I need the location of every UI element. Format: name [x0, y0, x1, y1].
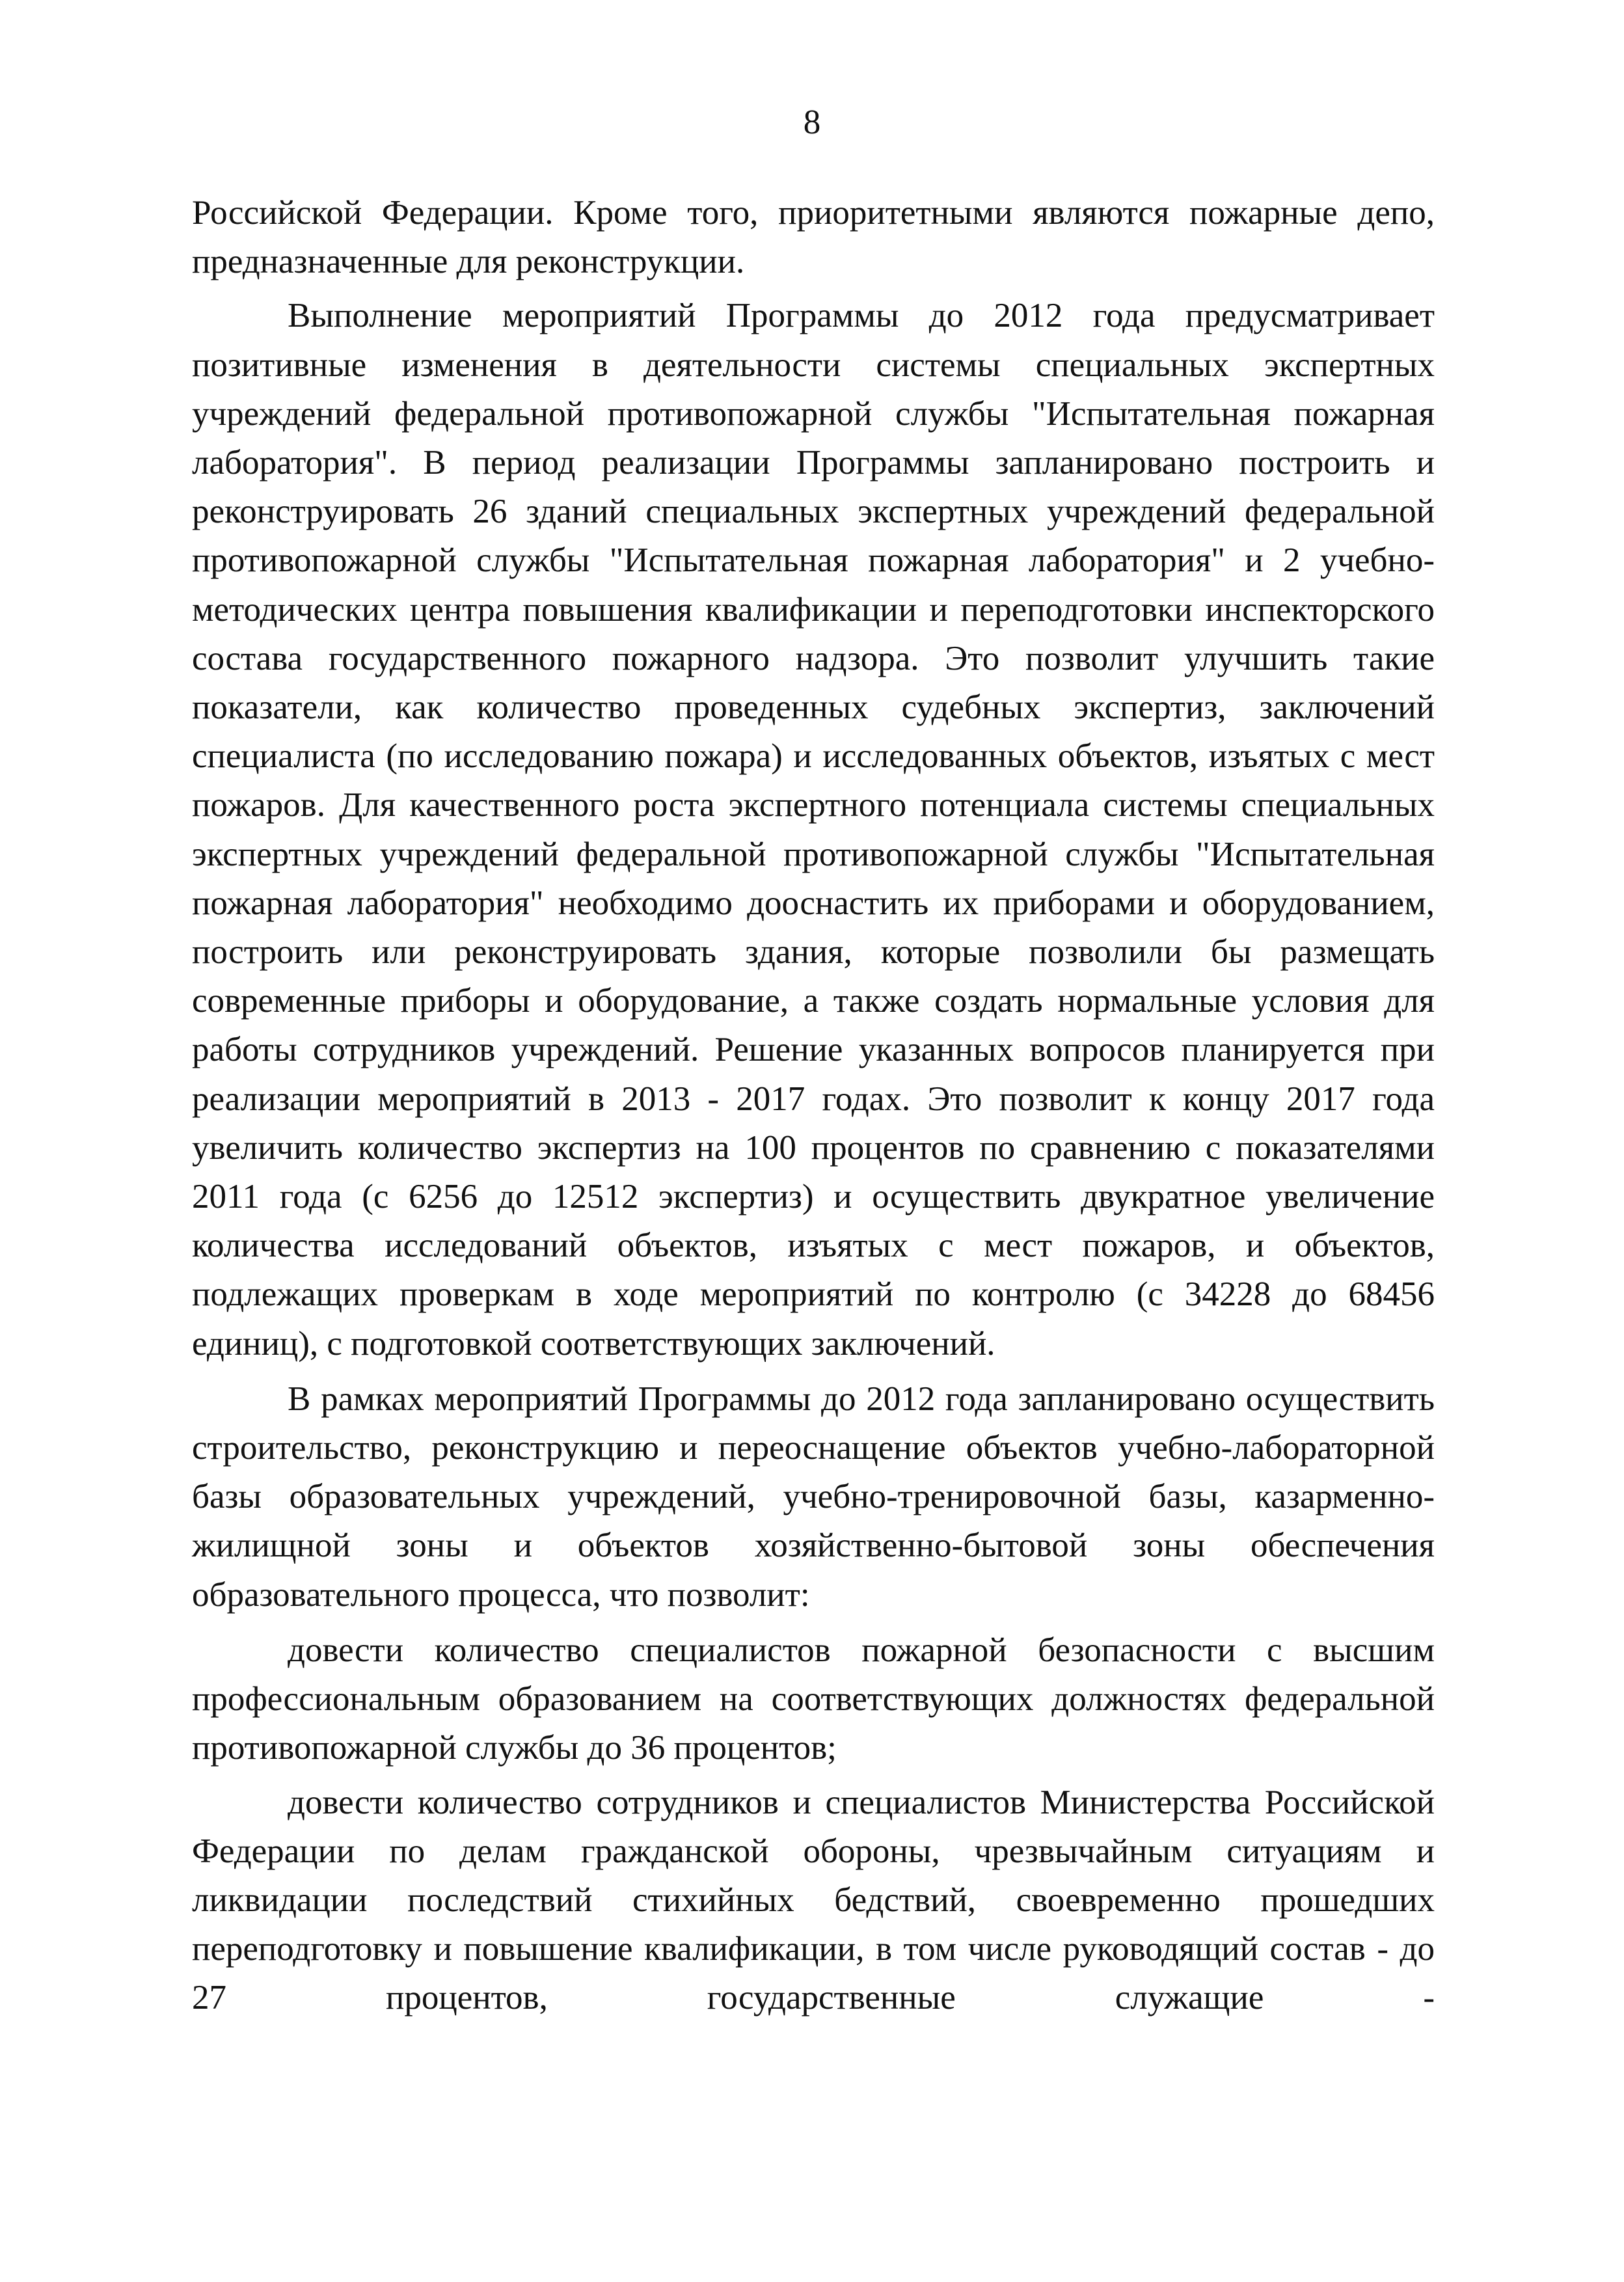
- paragraph-program-outcomes: Выполнение мероприятий Программы до 2012 года предусматривает позитивные изменения в деятельности системы специальных экспертных учреждений федеральной противопожарной службы "Испытательная пожарная лаборатория". В период реализации Программы запланировано построить и реконструировать 26 зданий специальных экспертных учреждений федеральной противопожарной службы "Испытательная пожарная лаборатория" и 2 учебно-методических центра повышения квалификации и переподготовки инспекторского состава государственного пожарного надзора. Это позволит улучшить такие показатели, как количество проведенных судебных экспертиз, заключений специалиста (по исследованию пожара) и исследованных объектов, изъятых с мест пожаров. Для качественного роста экспертного потенциала системы специальных экспертных учреждений федеральной противопожарной службы "Испытательная пожарная лаборатория" необходимо дооснастить их приборами и оборудованием, построить или реконструировать здания, которые позволили бы размещать современные приборы и оборудование, а также создать нормальные условия для работы сотрудников учреждений. Решение указанных вопросов планируется при реализации мероприятий в 2013 - 2017 годах. Это позволит к концу 2017 года увеличить количество экспертиз на 100 процентов по сравнению с показателями 2011 года (с 6256 до 12512 экспертиз) и осуществить двукратное увеличение количества исследований объектов, изъятых с мест пожаров, и объектов, подлежащих проверкам в ходе мероприятий по контролю (с 34228 до 68456 единиц), с подготовкой соответствующих заключений.: [192, 297, 1435, 1363]
- paragraph-specialists-target: довести количество специалистов пожарной безопасности с высшим профессиональным образованием на соответствующих должностях федеральной противопожарной службы до 36 процентов;: [192, 1631, 1435, 1767]
- paragraph-continuation: Российской Федерации. Кроме того, приоритетными являются пожарные депо, предназначенные для реконструкции.: [192, 194, 1435, 281]
- page-number: 8: [803, 103, 821, 141]
- document-body: [192, 189, 1435, 2023]
- paragraph-education-facilities: В рамках мероприятий Программы до 2012 года запланировано осуществить строительство, реконструкцию и переоснащение объектов учебно-лабораторной базы образовательных учреждений, учебно-тренировочной базы, казарменно-жилищной зоны и объектов хозяйственно-бытовой зоны обеспечения образовательного процесса, что позволит:: [192, 1379, 1435, 1614]
- paragraph-training-target: довести количество сотрудников и специалистов Министерства Российской Федерации по делам гражданской обороны, чрезвычайным ситуациям и ликвидации последствий стихийных бедствий, своевременно прошедших переподготовку и повышение квалификации, в том числе руководящий состав - до 27 процентов, государственные служащие -: [192, 1783, 1435, 2017]
